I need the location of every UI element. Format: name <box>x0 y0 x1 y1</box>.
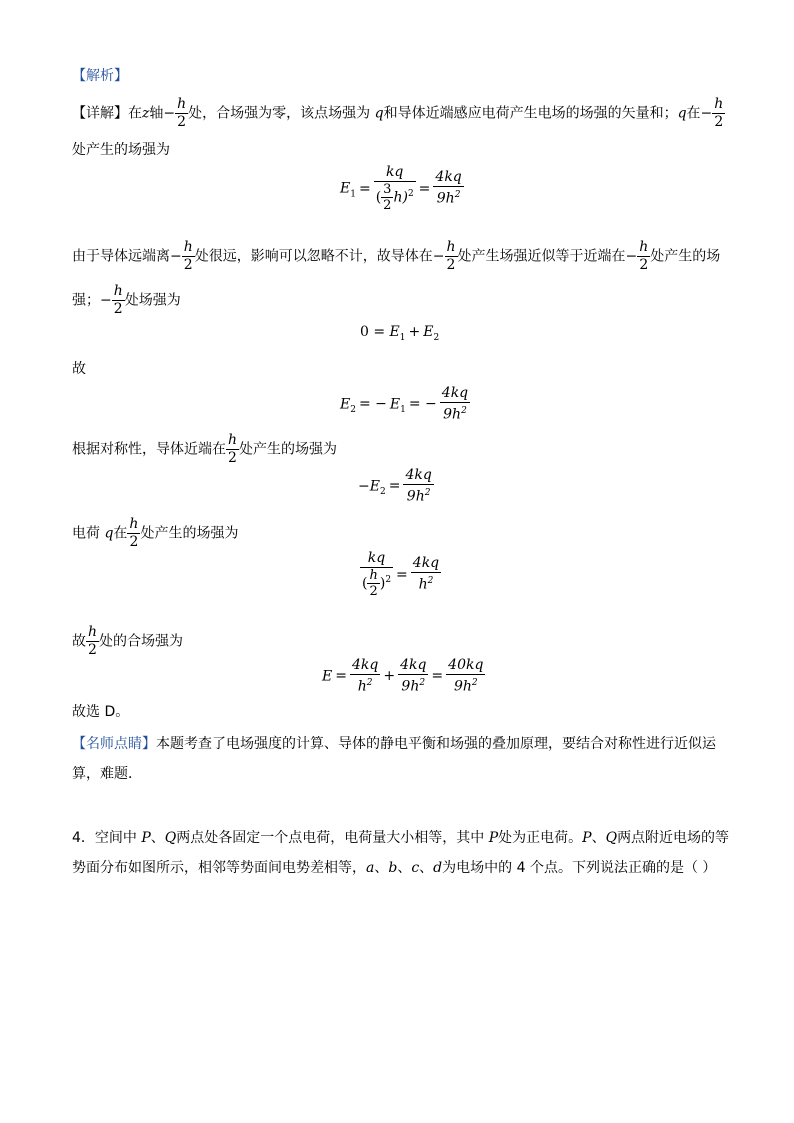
frac-num: kq <box>367 550 386 566</box>
frac-den <box>403 484 433 506</box>
sub: 1 <box>350 189 356 200</box>
fraction <box>398 657 428 696</box>
eq-neg: = − <box>408 396 437 413</box>
frac-num: 4kq <box>405 467 432 483</box>
text: 处产生场强近似等于近端在 <box>457 248 626 265</box>
minus: − <box>700 105 713 122</box>
minus: − <box>358 478 370 495</box>
text: 和导体近端感应电荷产生电场的场强的矢量和； <box>383 105 678 122</box>
sep: 、 <box>419 860 434 876</box>
frac-num: 4kq <box>435 169 462 186</box>
text: 处场强为 <box>124 292 181 309</box>
frac-num: 4kq <box>412 555 440 572</box>
equation-total: E = $\frac{4kq}{h^2}$ + $\frac{4kq}{9h^2}$ = $\frac{40kq}{9h^2}$ <box>322 657 484 695</box>
minus: − <box>432 248 445 265</box>
equation-e2 <box>340 385 470 424</box>
text: 处产生的场强为 <box>140 525 239 542</box>
den: h <box>418 576 428 593</box>
equation-e1: $E_1$ = kq ( $\frac{3}{2}$ h)$^2$ = $\frac{4kq}{9h^2}$ <box>340 164 462 213</box>
frac-den: 2 <box>712 113 725 131</box>
fraction <box>374 164 416 213</box>
teacher-comment-line-2: 算，难题． <box>72 766 142 782</box>
frac-den <box>446 674 485 696</box>
text: 根据对称性，导体近端在 <box>72 441 226 458</box>
sup: 2 <box>407 188 414 199</box>
den: 9h <box>453 678 472 695</box>
sup: 2 <box>454 190 461 201</box>
sep: 、 <box>374 860 389 876</box>
frac-num: kq <box>385 164 404 180</box>
para2-line-2 <box>72 283 181 318</box>
fraction-h-over-2 <box>637 239 650 274</box>
den: h <box>357 678 367 695</box>
sep: 、 <box>591 830 606 846</box>
sup: 2 <box>424 488 431 498</box>
sep: 、 <box>397 860 412 876</box>
frac-num: h <box>228 432 238 448</box>
den: 9h <box>436 190 455 207</box>
point-d: d <box>433 860 443 876</box>
text: 本题考查了电场强度的计算、导体的静电平衡和场强的叠加原理，要结合对称性进行近似运 <box>156 736 716 752</box>
fraction-h-over-2 <box>127 516 140 551</box>
analysis-heading: 【解析】 <box>72 68 128 84</box>
frac-den: 2 <box>175 113 188 131</box>
equation-q-field: kq ( $\frac{h}{2}$ )$^2$ = $\frac{4kq}{h^2}$ <box>362 550 440 599</box>
frac-den <box>411 572 441 594</box>
var-p: P <box>488 830 499 846</box>
plus: + <box>408 324 421 340</box>
frac-num: h <box>714 96 724 112</box>
therefore-1: 故 <box>72 361 86 377</box>
frac-num: 4kq <box>351 657 379 673</box>
frac-num: h <box>369 568 378 583</box>
var-q: Q <box>164 830 177 846</box>
question-4-line-1 <box>72 829 729 847</box>
frac-den: 2 <box>367 583 379 599</box>
var-e: E <box>322 668 333 685</box>
text: 处产生的场 <box>650 248 721 265</box>
text: 处很远，影响可以忽略不计，故导体在 <box>194 248 433 265</box>
den: 9h <box>406 488 425 505</box>
sep: 、 <box>150 830 165 846</box>
frac-num: h <box>113 283 123 299</box>
sub: 2 <box>350 405 356 416</box>
sup: 2 <box>419 678 426 688</box>
frac-den: 2 <box>86 641 99 659</box>
minus: − <box>100 292 112 309</box>
frac-num: h <box>129 516 139 532</box>
fraction-h-over-2 <box>182 239 195 274</box>
text: 处的合场强为 <box>99 633 184 650</box>
frac-num: h <box>183 239 193 255</box>
fraction-h-over-2 <box>445 239 458 274</box>
frac-den: ( $\frac{3}{2}$ h)$^2$ <box>375 182 414 213</box>
frac-num: 4kq <box>400 657 427 673</box>
fraction-h-over-2 <box>367 568 379 599</box>
frac-den: ( $\frac{h}{2}$ )$^2$ <box>362 568 392 599</box>
den: 9h <box>443 406 462 423</box>
text: 势面分布如图所示，相邻等势面间电势差相等， <box>72 860 366 876</box>
text: 处，合场强为零，该点场强为 <box>188 105 375 122</box>
var-e: E <box>389 396 401 413</box>
frac-den: 2 <box>182 256 195 274</box>
frac-den: 2 <box>445 256 458 274</box>
var-e: E <box>389 324 400 340</box>
fraction-3-over-2 <box>381 182 393 213</box>
frac-den <box>433 186 463 208</box>
frac-den: 2 <box>112 300 125 318</box>
var-e: E <box>423 324 434 340</box>
text: 强； <box>72 292 100 309</box>
sup: 2 <box>471 678 478 688</box>
text: 故 <box>72 633 86 650</box>
detail-line-1 <box>72 96 725 131</box>
fraction <box>433 169 463 208</box>
fraction-h-over-2 <box>175 96 188 131</box>
den-tail: h) <box>393 189 408 206</box>
text: 在 <box>128 105 142 122</box>
text: 处产生的场强为 <box>239 441 338 458</box>
minus: − <box>625 248 638 265</box>
text: 在 <box>686 105 701 122</box>
var-p: P <box>141 830 151 846</box>
text: 在 <box>113 525 128 542</box>
sub: 2 <box>379 487 386 498</box>
text: 两点处各固定一个点电荷，电荷量大小相等，其中 <box>176 830 489 846</box>
frac-num: 4kq <box>441 385 469 401</box>
text: 电荷 <box>72 525 105 542</box>
frac-den <box>440 402 470 424</box>
var-q: q <box>677 105 687 122</box>
frac-den: 2 <box>226 449 239 467</box>
var-q: q <box>374 105 384 122</box>
frac-den <box>398 674 428 696</box>
var-e: E <box>369 478 380 495</box>
var-p: P <box>582 830 592 846</box>
text: 轴 <box>149 105 164 122</box>
fraction-h-over-2 <box>712 96 725 131</box>
fraction <box>403 467 433 506</box>
frac-den: 2 <box>383 198 392 213</box>
frac-num: h <box>446 239 456 255</box>
teacher-comment-line-1 <box>72 735 716 753</box>
text: 两点附近电场的等 <box>617 830 730 846</box>
sup: 2 <box>427 576 434 587</box>
zero: 0 = <box>360 324 390 340</box>
frac-num: h <box>639 239 649 255</box>
frac-den: 2 <box>127 533 140 551</box>
fraction <box>446 657 485 696</box>
point-c: c <box>411 860 420 876</box>
sup: 2 <box>385 574 392 585</box>
minus: − <box>170 248 182 265</box>
question-number: 4． <box>72 830 95 846</box>
var-e: E <box>340 180 351 197</box>
fraction <box>360 550 393 599</box>
fraction-h-over-2 <box>112 283 125 318</box>
para3 <box>72 432 337 467</box>
frac-den: 2 <box>637 256 650 274</box>
text: 为电场中的 4 个点。下列说法正确的是（ ） <box>442 860 717 876</box>
point-b: b <box>388 860 398 876</box>
answer-line: 故选 D。 <box>72 704 130 720</box>
sub: 1 <box>400 405 406 416</box>
fraction-h-over-2 <box>86 624 99 659</box>
text: 由于导体远端离 <box>72 248 170 265</box>
fraction <box>350 657 380 696</box>
point-a: a <box>366 860 375 876</box>
frac-num: h <box>88 624 98 640</box>
den: 9h <box>401 678 420 695</box>
text: 处为正电荷。 <box>498 830 583 846</box>
fraction-h-over-2 <box>226 432 239 467</box>
detail-tag: 【详解】 <box>72 105 128 122</box>
sub: 1 <box>399 332 406 343</box>
frac-den <box>350 674 380 696</box>
var-q: Q <box>605 830 618 846</box>
sup: 2 <box>461 406 467 416</box>
fraction <box>411 555 441 594</box>
para5 <box>72 624 183 659</box>
eq-neg: = − <box>358 396 387 413</box>
equation-neg-e2: $-E_2$ = $\frac{4kq}{9h^2}$ <box>358 467 432 505</box>
question-4-line-2 <box>72 859 716 877</box>
frac-num: h <box>177 96 187 112</box>
para2-line-1 <box>72 239 720 274</box>
var-e: E <box>340 396 351 413</box>
frac-num: 40kq <box>448 657 484 673</box>
equation-sum-zero <box>360 324 439 343</box>
minus: − <box>163 105 176 122</box>
teacher-tag: 【名师点睛】 <box>72 736 156 752</box>
frac-num: 3 <box>383 182 392 197</box>
sup: 2 <box>366 678 373 688</box>
var-q: q <box>104 525 114 542</box>
detail-line-2: 处产生的场强为 <box>72 142 170 158</box>
para4 <box>72 516 238 551</box>
text: 空间中 <box>94 830 142 846</box>
fraction <box>440 385 470 424</box>
axis-var: z <box>142 105 150 122</box>
sub: 2 <box>433 332 440 343</box>
